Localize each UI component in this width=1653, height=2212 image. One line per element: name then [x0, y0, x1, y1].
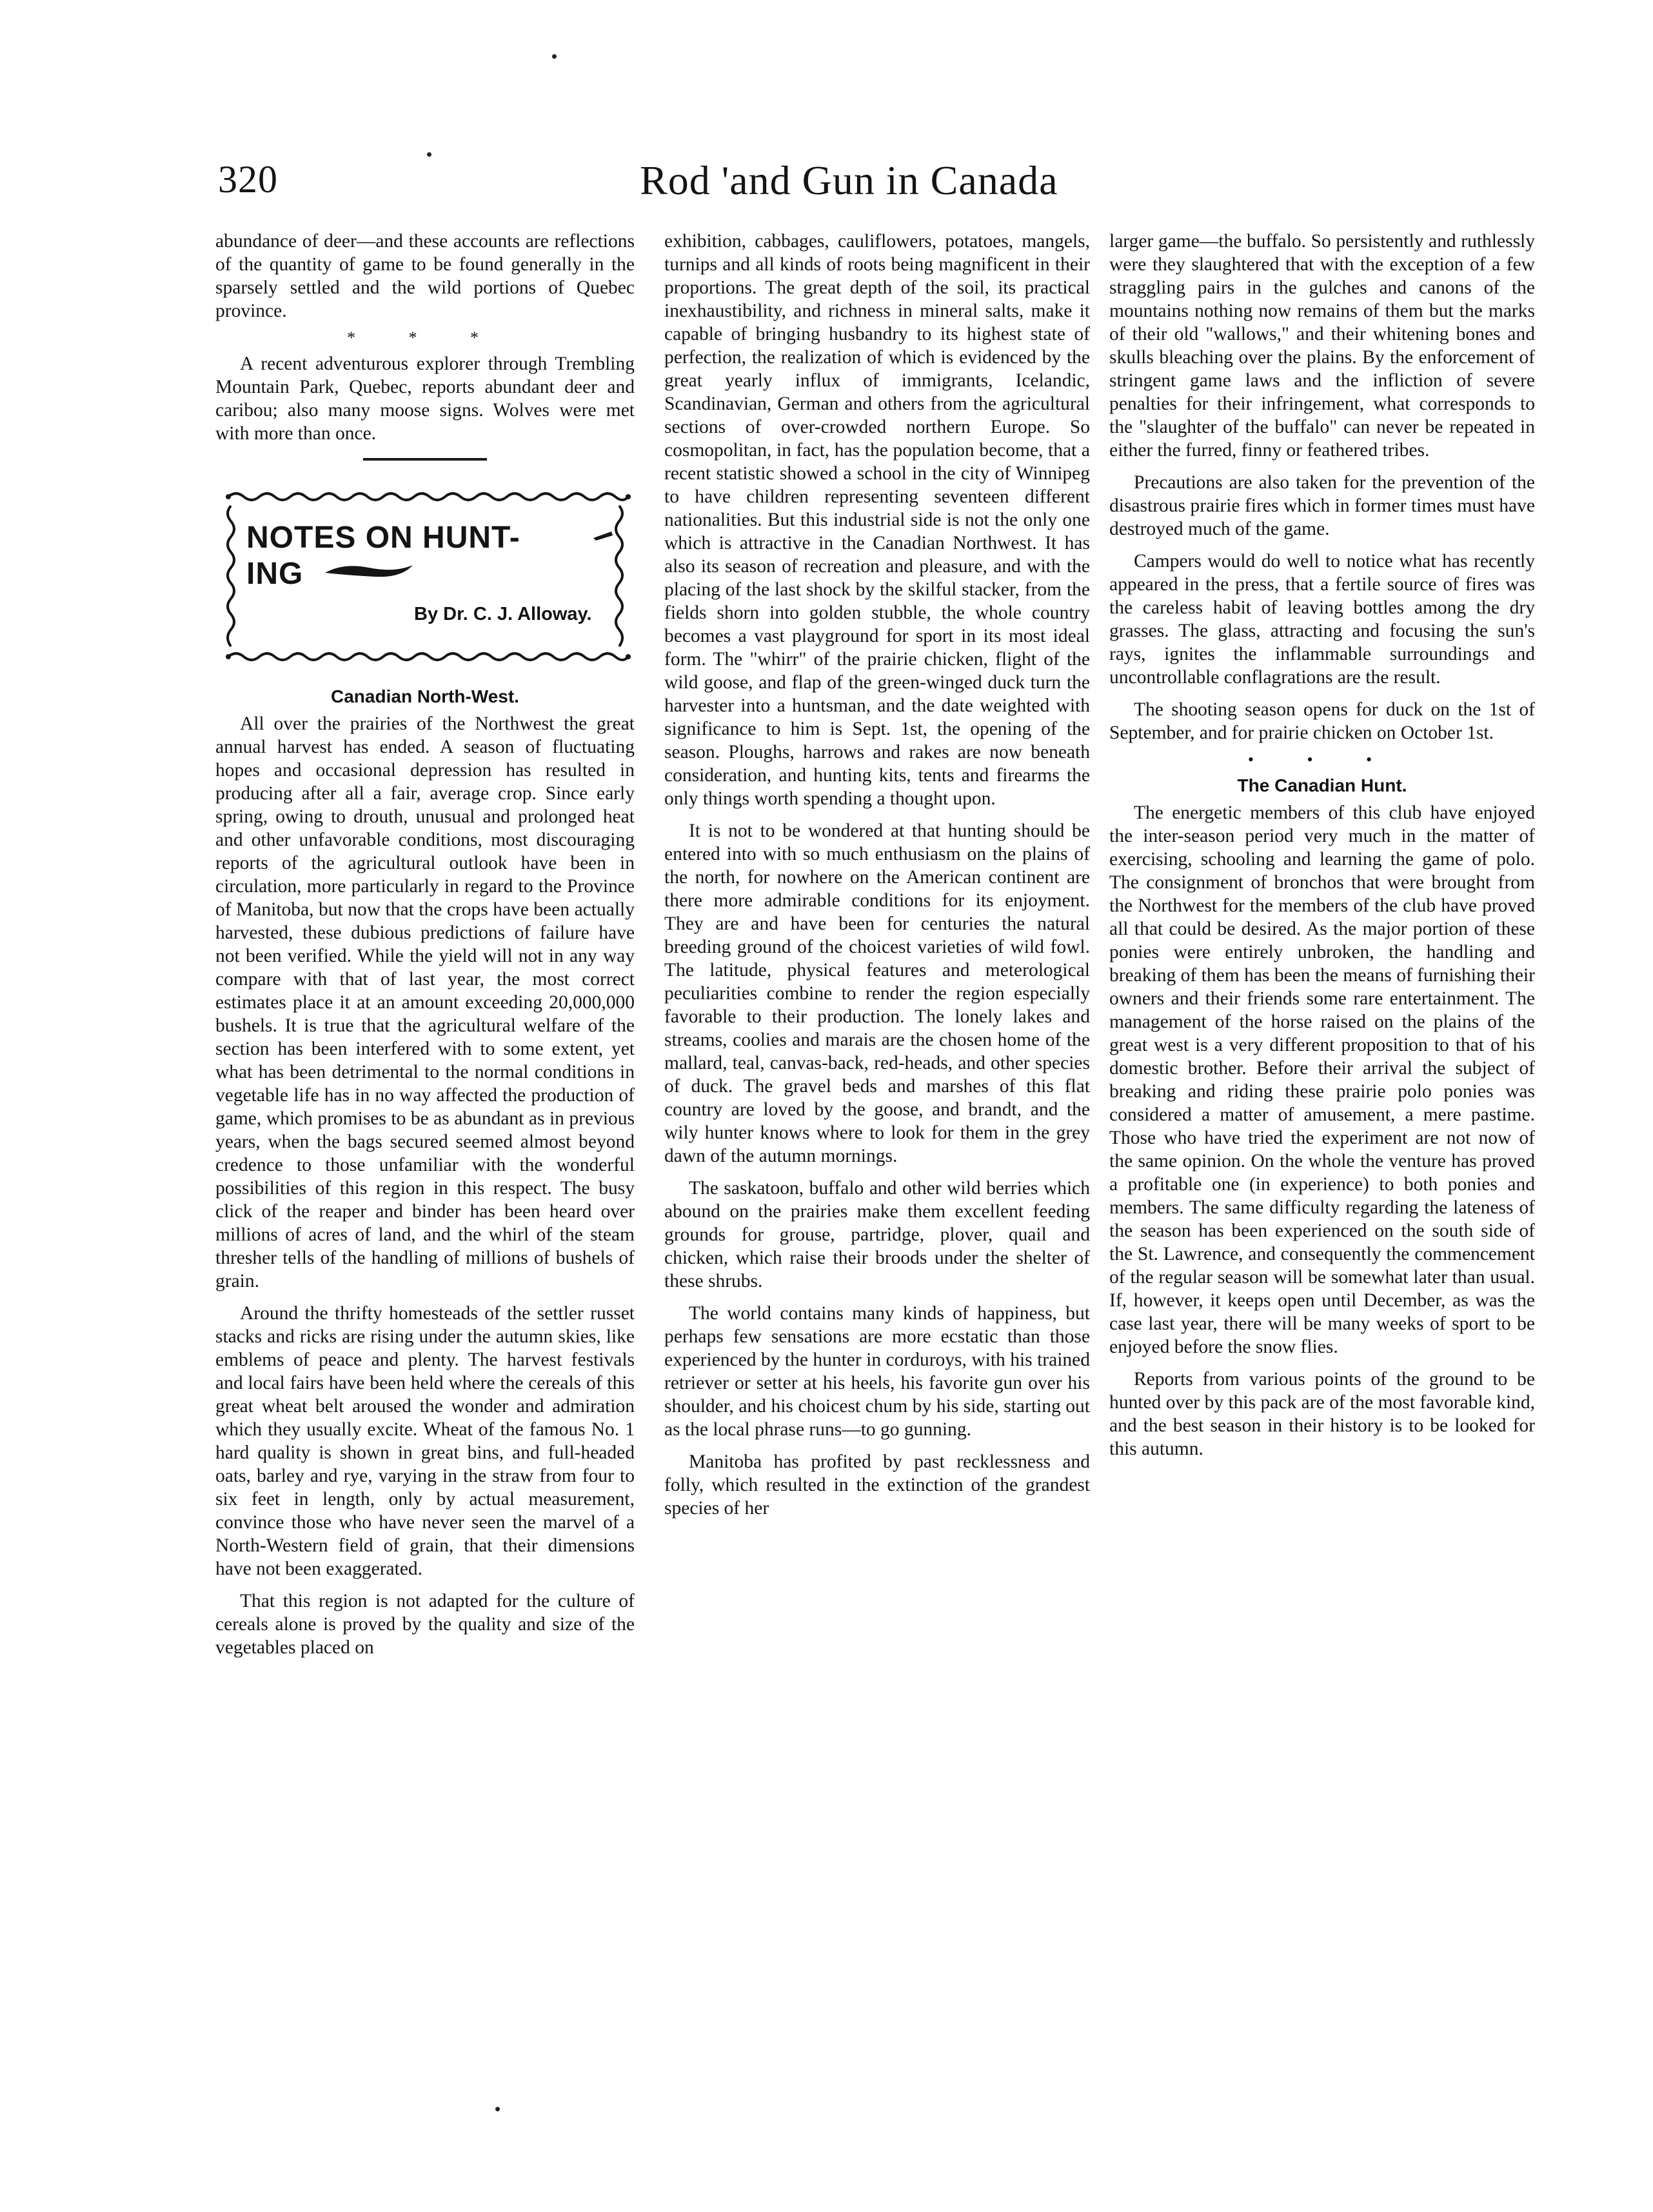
short-rule-divider: [363, 458, 487, 461]
article-byline: By Dr. C. J. Alloway.: [414, 604, 592, 624]
section-separator-stars: * * *: [347, 328, 503, 347]
col2-paragraph-3: The saskatoon, buffalo and other wild berries which abound on the prairies make them excellent feeding grounds for grouse, partridge, plover, quail and chicken, which raise their broods under the shelter of these shrubs.: [664, 1178, 1090, 1291]
col2-paragraph-2: It is not to be wondered at that hunting should be entered into with so much enthusiasm on the plains of the north, for nowhere on the American continent are there more admirable conditions for its enjoyment. They are and have been for centuries the natural breeding ground of the choicest varieties of wild fowl. The latitude, physical features and meterological peculiarities combine to render the region especially favorable to their production. The lonely lakes and streams, coolies and marais are the chosen home of the mallard, teal, canvas-back, red-heads, and other species of duck. The gravel beds and marshes of this flat country are loved by the goose, and brandt, and the wily hunter knows where to look for them in the grey dawn of the autumn mornings.: [664, 821, 1090, 1166]
col1-paragraph-4: Around the thrifty homesteads of the settler russet stacks and ricks are rising under the autumn skies, like emblems of peace and plenty. The harvest festivals and local fairs have been held where the cereals of this great wheat belt aroused the wonder and admiration which they usually excite. Wheat of the famous No. 1 hard quality is shown in great bins, and full-headed oats, barley and rye, varying in the straw from four to six feet in length, only by actual measurement, convince those who have never seen the marvel of a North-Western field of grain, that their dimensions have not been exaggerated.: [215, 1303, 635, 1579]
col3-paragraph-1: larger game—the buffalo. So persistently and ruthlessly were they slaughtered that with the exception of a few straggling pairs in the gulches and canons of the mountains nothing now remains of them but the marks of their old "wallows," and their whitening bones and skulls bleaching over the plains. By the enforcement of stringent game laws and the infliction of severe penalties for their infringement, what corresponds to the "slaughter of the buffalo" can never be repeated in either the furred, finny or feathered tribes.: [1109, 231, 1535, 461]
page-speck-upper: [427, 152, 431, 157]
col1-paragraph-3: All over the prairies of the Northwest the great annual harvest has ended. A season of fluctuating hopes and occasional depression has resulted in producing after all a fair, average crop. Since early spring, owing to drouth, unusual and prolonged heat and other unfavorable conditions, most discouraging reports of the agricultural outlook have been in circulation, more particularly in regard to the Province of Manitoba, but now that the crops have been actually harvested, these dubious predictions of failure have not been verified. While the yield will not in any way compare with that of last year, the most correct estimates place it at an amount exceeding 20,000,000 bushels. It is true that the agricultural welfare of the section has been interfered with to some extent, yet what has been detrimental to the normal conditions in vegetable life has in no way affected the production of game, which promises to be as abundant as in previous years, when the bags secured seemed almost beyond credence to those unfamiliar with the wonderful possibilities of this region in this respect. The busy click of the reaper and binder has been heard over millions of acres of land, and the whirl of the steam thresher tells of the handling of millions of bushels of grain.: [215, 713, 635, 1291]
page-number: 320: [218, 158, 278, 201]
section-heading-canadian-hunt: The Canadian Hunt.: [1237, 775, 1407, 795]
col1-paragraph-2: A recent adventurous explorer through Trembling Mountain Park, Quebec, reports abundant deer and caribou; also many moose signs. Wolves were met with more than once.: [215, 354, 635, 444]
col3-paragraph-6: Reports from various points of the ground to be hunted over by this pack are of the most favorable kind, and the best season in their history is to be looked for this autumn.: [1109, 1369, 1535, 1459]
col2-paragraph-5: Manitoba has profited by past recklessness and folly, which resulted in the extinction of the grandest species of her: [664, 1451, 1090, 1519]
section-heading-canadian-north-west: Canadian North-West.: [331, 686, 519, 706]
col3-paragraph-2: Precautions are also taken for the prevention of the disastrous prairie fires which in former times must have destroyed much of the game.: [1109, 472, 1535, 539]
running-head: Rod 'and Gun in Canada: [640, 157, 1058, 203]
column-right: [1109, 230, 1535, 1470]
column-left: [215, 230, 635, 1668]
col3-paragraph-4: The shooting season opens for duck on the 1st of September, and for prairie chicken on October 1st.: [1109, 699, 1535, 743]
col1-paragraph-1: abundance of deer—and these accounts are reflections of the quantity of game to be found generally in the sparsely settled and the wild portions of Quebec province.: [215, 231, 635, 321]
col2-paragraph-1: exhibition, cabbages, cauliflowers, potatoes, mangels, turnips and all kinds of roots being magnificent in their proportions. The great depth of the soil, its practical inexhaustibility, and richness in mineral salts, make it capable of bringing husbandry to its highest state of perfection, the realization of which is evidenced by the great yearly influx of immigrants, Icelandic, Scandinavian, German and others from the agricultural sections of over-crowded northern Europe. So cosmopolitan, in fact, has the population become, that a recent statistic showed a school in the city of Winnipeg to have children representing seventeen different nationalities. But this industrial side is not the only one which is attractive in the Canadian Northwest. It has also its season of recreation and pleasure, and with the placing of the last shock by the skilful stacker, from the fields shorn into golden stubble, the whole country becomes a vast playground for sport in its most ideal form. The "whirr" of the prairie chicken, flight of the wild goose, and flap of the green-winged duck turn the harvester into a huntsman, and the date weighted with significance to him is Sept. 1st, the opening of the season. Ploughs, harrows and rakes are now beneath consideration, and hunting kits, tents and firearms the only things worth spending a thought upon.: [664, 231, 1090, 809]
title-dash-ornament: [592, 529, 614, 542]
col1-paragraph-5: That this region is not adapted for the culture of cereals alone is proved by the quality and size of the vegetables placed on: [215, 1591, 635, 1658]
col2-paragraph-4: The world contains many kinds of happiness, but perhaps few sensations are more ecstatic than those experienced by the hunter in corduroys, with his trained retriever or setter at his heels, his favorite gun over his shoulder, and his choicest chum by his side, starting out as the local phrase runs—to go gunning.: [664, 1303, 1090, 1440]
section-separator-dots: • • •: [1247, 750, 1397, 769]
title-flourish-ornament: [324, 561, 414, 582]
page-speck-top: [552, 54, 557, 59]
article-title-line-2: ING: [246, 557, 304, 591]
col3-paragraph-3: Campers would do well to notice what has recently appeared in the press, that a fertile source of fires was the careless habit of leaving bottles among the dry grasses. The glass, attracting and focusing the sun's rays, ignites the inflammable surroundings and uncontrollable conflagrations are the result.: [1109, 551, 1535, 688]
article-title-line-1: NOTES ON HUNT-: [246, 521, 520, 555]
column-middle: [664, 230, 1090, 1529]
article-title-box: [215, 477, 635, 677]
col3-paragraph-5: The energetic members of this club have enjoyed the inter-season period very much in the matter of exercising, schooling and learning the game of polo. The consignment of bronchos that were brought from the Northwest for the members of the club have proved all that could be desired. As the major portion of these ponies were entirely unbroken, the handling and breaking of them has been the means of furnishing their owners and their friends some rare entertainment. The management of the horse raised on the plains of the great west is a very different proposition to that of his domestic brother. Before their arrival the subject of breaking and riding these prairie polo ponies was considered a matter of amusement, a mere pastime. Those who have tried the experiment are not now of the same opinion. On the whole the venture has proved a profitable one (in experience) to both ponies and members. The same difficulty regarding the lateness of the season has been experienced on the south side of the St. Lawrence, and consequently the commencement of the regular season will be somewhat later than usual. If, however, it keeps open until December, as was the case last year, there will be many weeks of sport to be enjoyed before the snow flies.: [1109, 802, 1535, 1357]
page-speck-bottom: [495, 2107, 500, 2111]
